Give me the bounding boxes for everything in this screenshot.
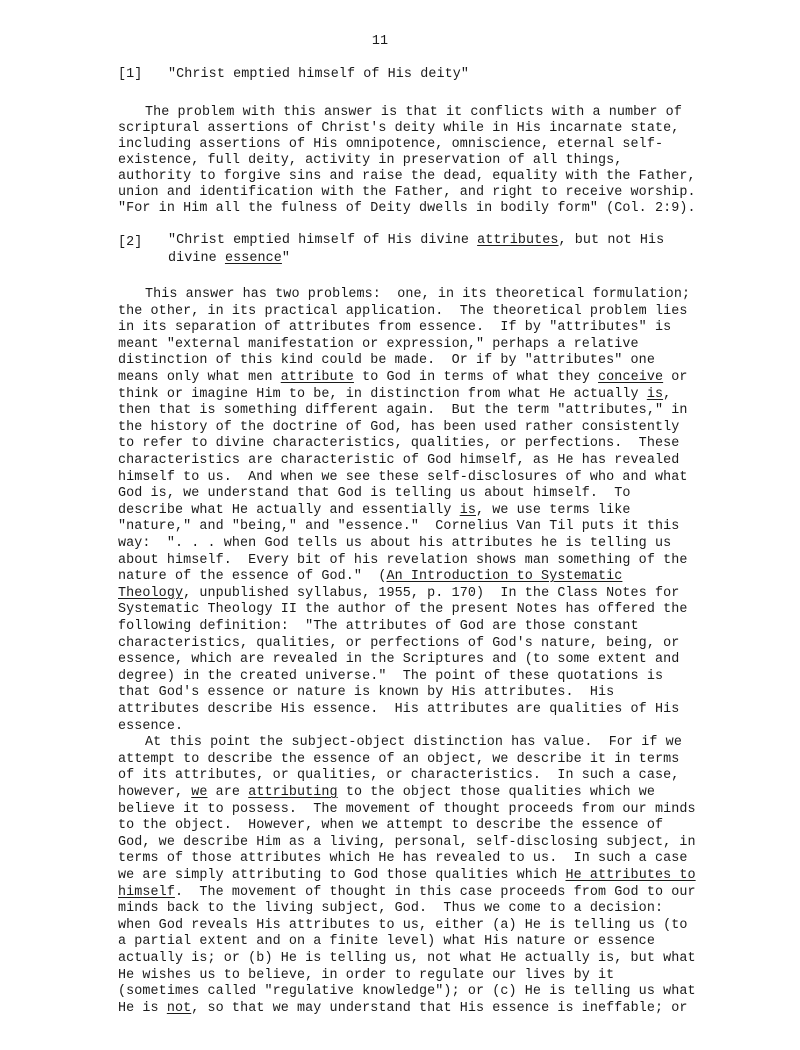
body-line: the other, in its practical application. The theoretical problem lies (118, 303, 688, 319)
body-line: to refer to divine characteristics, qualities, or perfections. These (118, 436, 680, 452)
paragraph-line: including assertions of His omnipotence, omniscience, eternal self- (118, 137, 664, 152)
body-line: God, we describe Him as a living, personal, self-disclosing subject, in (118, 834, 696, 850)
body-line: He is not, so that we may understand that His essence is ineffable; or (118, 1000, 688, 1016)
body-line: Systematic Theology II the author of the present Notes has offered the (118, 602, 688, 618)
section-marker-1: [1] (118, 67, 143, 82)
body-line: think or imagine Him to be, in distinction from what He actually is, (118, 386, 672, 402)
body-line: "nature," and "being," and "essence." Cornelius Van Til puts it this (118, 519, 680, 535)
body-line: when God reveals His attributes to us, either (a) He is telling us (to (118, 917, 688, 933)
body-line: in its separation of attributes from essence. If by "attributes" is (118, 320, 672, 336)
body-line: Theology, unpublished syllabus, 1955, p. 170) In the Class Notes for (118, 585, 680, 601)
body-line: minds back to the living subject, God. Thus we come to a decision: (118, 901, 664, 917)
body-line: way: ". . . when God tells us about his attributes he is telling us (118, 536, 672, 551)
body-line: distinction of this kind could be made. Or if by "attributes" one (118, 353, 655, 369)
body-line: (sometimes called "regulative knowledge"); or (c) He is telling us what (118, 984, 696, 1000)
body-line: essence. (118, 718, 184, 734)
body-line: means only what men attribute to God in terms of what they conceive or (118, 370, 688, 385)
body-line: meant "external manifestation or expression," perhaps a relative (118, 336, 639, 352)
body-line: attributes describe His essence. His attributes are qualities of His (118, 702, 680, 717)
body-line: however, we are attributing to the object those qualities which we (118, 785, 655, 800)
body-line: actually is; or (b) He is telling us, not what He actually is, but what (118, 951, 696, 966)
body-line: that God's essence or nature is known by His attributes. His (118, 685, 615, 701)
body-line: himself to us. And when we see these self-disclosures of who and what (118, 469, 688, 485)
body-line: then that is something different again. But the term "attributes," in (118, 403, 688, 419)
body-line: to the object. However, when we attempt to describe the essence of (118, 818, 664, 834)
section-marker-2: [2] (118, 235, 143, 250)
body-line: describe what He actually and essentially is, we use terms like (118, 502, 631, 518)
body-line: characteristics, qualities, or perfections of God's nature, being, or (118, 635, 680, 651)
body-line: nature of the essence of God." (An Introduction to Systematic (118, 569, 623, 585)
paragraph-line: existence, full deity, activity in preservation of all things, (118, 153, 623, 168)
section-heading-2: "Christ emptied himself of His divine attributes, but not His (168, 233, 665, 248)
body-line: believe it to possess. The movement of thought proceeds from our minds (118, 801, 696, 817)
body-line: This answer has two problems: one, in its theoretical formulation; (145, 287, 691, 302)
body-line: At this point the subject-object distinction has value. For if we (145, 735, 682, 751)
body-line: God is, we understand that God is telling us about himself. To (118, 486, 631, 502)
body-line: of its attributes, or qualities, or characteristics. In such a case, (118, 768, 680, 784)
body-line: we are simply attributing to God those qualities which He attributes to (118, 868, 696, 883)
section-heading-2-cont: divine essence" (168, 251, 291, 266)
body-line: terms of those attributes which He has revealed to us. In such a case (118, 851, 688, 867)
body-line: degree) in the created universe." The point of these quotations is (118, 668, 664, 684)
body-line: attempt to describe the essence of an object, we describe it in terms (118, 751, 680, 767)
page-number: 11 (371, 34, 389, 49)
paragraph-line: authority to forgive sins and raise the dead, equality with the Father, (118, 169, 696, 184)
body-line: He wishes us to believe, in order to regulate our lives by it (118, 967, 615, 983)
paragraph-line: union and identification with the Father, and right to receive worship. (118, 185, 696, 200)
section-heading-1: "Christ emptied himself of His deity" (168, 67, 470, 82)
body-line: characteristics are characteristic of God himself, as He has revealed (118, 453, 680, 468)
paragraph-line: The problem with this answer is that it conflicts with a number of (145, 105, 682, 120)
body-line: the history of the doctrine of God, has been used rather consistently (118, 419, 680, 435)
paragraph-line: scriptural assertions of Christ's deity while in His incarnate state, (118, 121, 680, 136)
body-line: essence, which are revealed in the Scriptures and (to some extent and (118, 652, 680, 668)
paragraph-line: "For in Him all the fulness of Deity dwells in bodily form" (Col. 2:9). (118, 201, 696, 216)
body-line: a partial extent and on a finite level) what His nature or essence (118, 934, 655, 950)
body-line: about himself. Every bit of his revelation shows man something of the (118, 552, 688, 568)
body-line: following definition: "The attributes of God are those constant (118, 619, 639, 634)
body-line: himself. The movement of thought in this case proceeds from God to our (118, 884, 696, 900)
